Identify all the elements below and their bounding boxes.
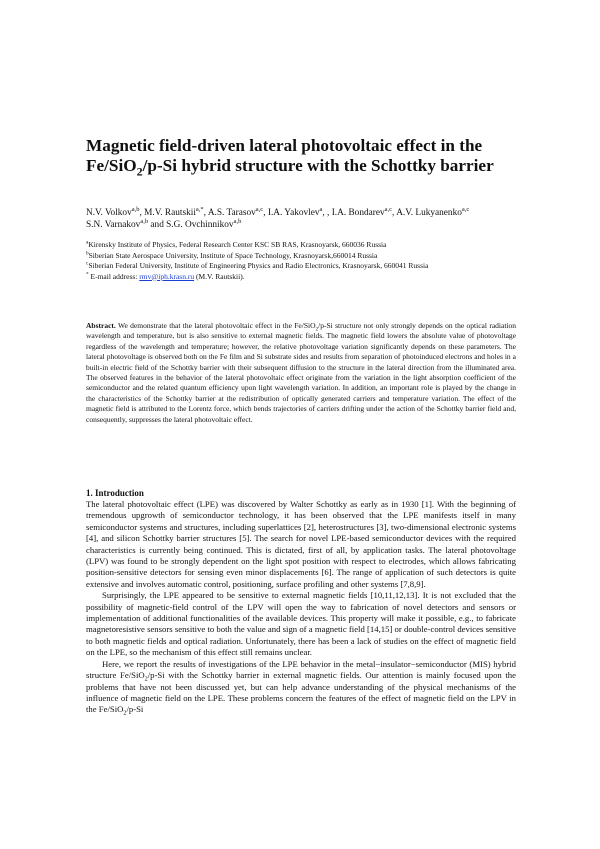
author-affil-mark: a,* xyxy=(195,205,204,213)
author-name: S.G. Ovchinnikov xyxy=(166,220,234,231)
author-list xyxy=(86,207,526,232)
author-name: I.A. Yakovlev xyxy=(267,208,320,218)
abstract-text-a: We demonstrate that the lateral photovoltaic effect in the Fe/SiO xyxy=(115,321,316,330)
author-separator: and xyxy=(148,220,167,231)
intro-p3-subscript-1: 2 xyxy=(144,676,148,683)
intro-paragraph-2: Surprisingly, the LPE appeared to be sensitive to external magnetic fields [10,11,12,13]. It is not excluded that the possibility of magnetic-field control of the LPV will open the way to fabrication of novel detectors and sensors or implementation of additional functionalities of the available devices. This property will make it possible, e.g., to fabricate magnetoresistive sensors sensitive to both the value and sign of a magnetic field [14,15] or double-control devices sensitive to both magnetic fields and optical radiation. Unfortunately, there has been a lack of studies on the effect of magnetic field on the LPE, so the mechanism of this effect still remains unclear. xyxy=(86,590,516,658)
email-owner: (M.V. Rautskii). xyxy=(194,271,245,281)
author-separator: , xyxy=(139,208,145,218)
abstract-subscript: 2 xyxy=(315,326,319,333)
author-affil-mark: a,c xyxy=(461,205,470,213)
affiliation-mark: b xyxy=(86,250,89,256)
introduction-body xyxy=(86,499,516,716)
author-name: S.N. Varnakov xyxy=(86,220,141,231)
author-affil-mark: a,b xyxy=(140,218,149,226)
author-name: I.A. Bondarev xyxy=(331,208,385,218)
affiliation-text: Kirensky Institute of Physics, Federal Research Center KSC SB RAS, Krasnoyarsk, 660036 Russia xyxy=(88,240,387,249)
title-subscript: 2 xyxy=(136,164,143,179)
abstract-label: Abstract. xyxy=(86,321,116,330)
author-affil-mark: a,c xyxy=(255,205,264,213)
author-separator: , xyxy=(203,208,208,218)
affiliation-mark: c xyxy=(86,260,89,267)
intro-p3-text-c: /p-Si xyxy=(126,704,144,715)
intro-p3-text-b: /p-Si with the Schottky barrier in external magnetic fields. Our attention is mainly focused upon the problems that have not been discussed yet, but can help advance understanding of the physical mechanisms of the influence of magnetic field on the LPE. These problems concern the features of the effect of magnetic field on the LPV in the Fe/SiO xyxy=(86,670,517,715)
paper-title xyxy=(86,136,526,179)
title-line-2-b: /p-Si hybrid structure with the Schottky barrier xyxy=(142,156,494,175)
author-name: A.S. Tarasov xyxy=(207,208,256,218)
email-label: E-mail address: xyxy=(88,271,140,281)
affiliation-item xyxy=(86,251,546,262)
section-heading: 1. Introduction xyxy=(86,488,144,498)
title-line-2-a: Fe/SiO xyxy=(86,156,137,175)
author-separator: , xyxy=(263,208,268,218)
author-name: M.V. Rautskii xyxy=(144,208,196,218)
author-affil-mark: a,b xyxy=(131,205,140,213)
affiliation-mark: a xyxy=(86,239,89,246)
author-affil-mark: a,b xyxy=(233,218,242,226)
abstract-text-b: /p-Si structure not only strongly depends on the optical radiation wavelength and temperature, but is also sensitive to external magnetic fields. The magnetic field lowers the absolute value of photovoltage regardless of the wavelength and temperature; however, the relative photovoltage variation significantly depends on these parameters. The lateral photovoltage is observed both on the Fe film and Si substrate sides and results from separation of photoinduced electrons and holes in a built-in electric field of the Schottky barrier with their subsequent diffusion to the structure in the lateral direction from the illuminated area. The observed features in the behavior of the lateral photovoltaic effect originate from the variation in the light absorption coefficient of the semiconductor and the related quantum efficiency upon light wavelength variation. In addition, an important role is played by the change in the characteristics of the Schottky barrier at the redistribution of optically generated carriers and temperature variation. The effect of the magnetic field is attributed to the Lorentz force, which bends trajectories of carriers drifting under the action of the Schottky barrier field and, consequently, suppresses the lateral photovoltaic effect. xyxy=(86,321,516,424)
author-name: N.V. Volkov xyxy=(86,208,132,218)
corresponding-email xyxy=(86,272,546,283)
author-affil-mark: a,c xyxy=(384,205,393,213)
email-mark: * xyxy=(86,271,89,277)
intro-p3-subscript-2: 2 xyxy=(123,711,127,718)
intro-paragraph-3 xyxy=(86,659,516,716)
author-separator: , , xyxy=(322,208,332,218)
affiliation-list xyxy=(86,240,546,282)
author-separator: , xyxy=(392,208,397,218)
intro-p3-text-a: Here, we report the results of investigations of the LPE behavior in the metal−insulator−semiconductor (MIS) hybrid structure Fe/SiO xyxy=(86,658,516,681)
author-affil-mark: a xyxy=(319,205,323,213)
affiliation-item xyxy=(86,261,546,272)
intro-paragraph-1: The lateral photovoltaic effect (LPE) was discovered by Walter Schottky as early as in 1930 [1]. With the beginning of tremendous upgrowth of semiconductor technology, it has been observed that the LPE manifests itself in many semiconductor systems and structures, including superlattices [2], heterostructures [3], two-dimensional electronic systems [4], and silicon Schottky barrier structures [5]. The search for novel LPE-based semiconductor devices with the required characteristics is currently being continued. This is dictated, first of all, by application tasks. The lateral photovoltage (LPV) was found to be strongly dependent on the light spot position with respect to electrodes, which allows fabricating position-sensitive detectors for sensing even minor displacements [6]. The range of application of such detectors is quite extensive and involves automatic control, positioning, surface profiling and other systems [7,8,9]. xyxy=(86,499,516,589)
title-line-1: Magnetic field-driven lateral photovoltaic effect in the xyxy=(86,136,483,155)
affiliation-text: Siberian State Aerospace University, Institute of Space Technology, Krasnoyarsk,660014 Russia xyxy=(88,250,378,260)
affiliation-text: Siberian Federal University, Institute of Engineering Physics and Radio Electronics, Krasnoyarsk, 660041 Russia xyxy=(88,261,429,270)
author-name: A.V. Lukyanenko xyxy=(396,208,462,218)
abstract xyxy=(86,321,516,425)
affiliation-item xyxy=(86,240,546,251)
email-link[interactable]: rmv@iph.krasn.ru xyxy=(139,271,195,281)
